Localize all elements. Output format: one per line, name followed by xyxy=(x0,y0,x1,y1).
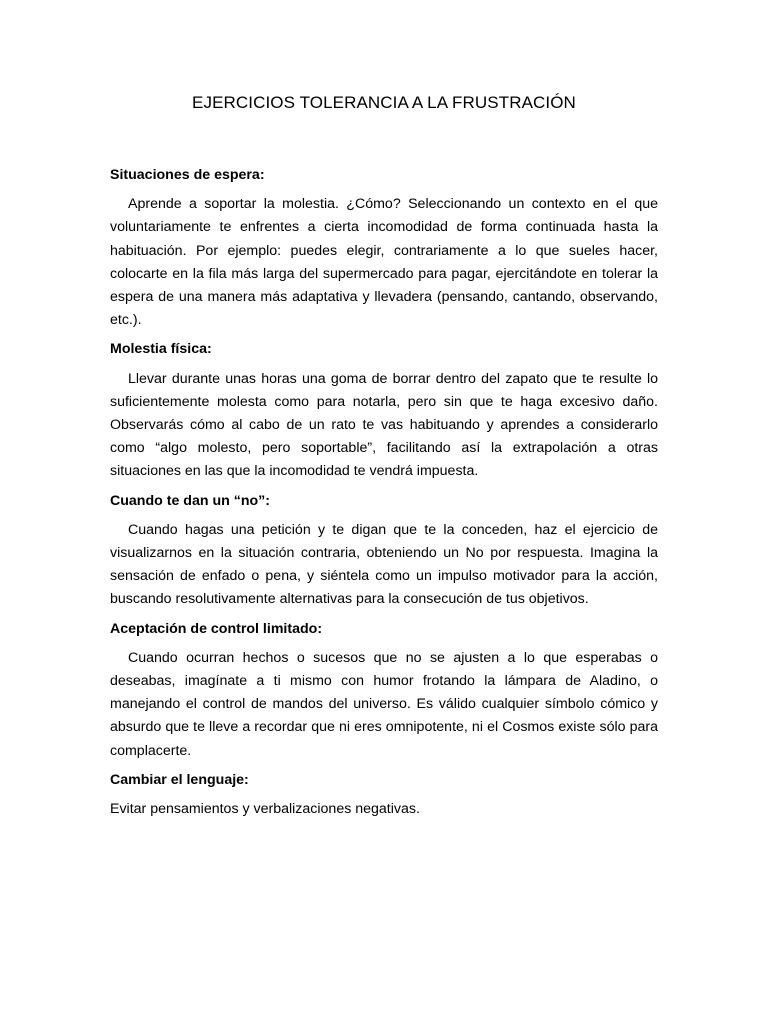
section-heading-molestia-fisica: Molestia física: xyxy=(110,341,212,358)
section-heading-cambiar-el-lenguaje: Cambiar el lenguaje: xyxy=(110,771,249,788)
document-title: EJERCICIOS TOLERANCIA A LA FRUSTRACIÓN xyxy=(192,93,576,112)
section-paragraph-cambiar-el-lenguaje: Evitar pensamientos y verbalizaciones negativas. xyxy=(110,801,420,818)
document-body xyxy=(110,164,658,821)
section-paragraph-situaciones-de-espera: Aprende a soportar la molestia. ¿Cómo? Seleccionando un contexto en el que voluntariamente te enfrentes a cierta incomodidad de forma continuada hasta la habituación. Por ejemplo: puedes elegir, contrariamente a lo que sueles hacer, colocarte en la fila más larga del supermercado para pagar, ejercitándote en tolerar la espera de una manera más adaptativa y llevadera (pensando, cantando, observando, etc.). xyxy=(110,196,658,329)
section-heading-situaciones-de-espera: Situaciones de espera: xyxy=(110,167,265,183)
section-heading-cuando-te-dan-un-no: Cuando te dan un “no”: xyxy=(110,492,270,509)
section-heading-aceptacion-de-control: Aceptación de control limitado: xyxy=(110,620,323,637)
section-paragraph-molestia-fisica: Llevar durante unas horas una goma de borrar dentro del zapato que te resulte lo suficientemente molesta como para notarla, pero sin que te haga excesivo daño. Observarás cómo al cabo de un rato te vas habituando y aprendes a considerarlo como “algo molesto, pero soportable”, facilitando así la extrapolación a otras situaciones en las que la incomodidad te vendrá impuesta. xyxy=(110,370,658,480)
section-paragraph-cuando-te-dan-un-no: Cuando hagas una petición y te digan que te la conceden, haz el ejercicio de visualizarnos en la situación contraria, obteniendo un No por respuesta. Imagina la sensación de enfado o pena, y siéntela como un impulso motivador para la acción, buscando resolutivamente alternativas para la consecución de tus objetivos. xyxy=(110,521,658,608)
section-paragraph-aceptacion-de-control: Cuando ocurran hechos o sucesos que no se ajusten a lo que esperabas o deseabas, imagínate a ti mismo con humor frotando la lámpara de Aladino, o manejando el control de mandos del universo. Es válido cualquier símbolo cómico y absurdo que te lleve a recordar que ni eres omnipotente, ni el Cosmos existe sólo para complacerte. xyxy=(110,649,658,759)
